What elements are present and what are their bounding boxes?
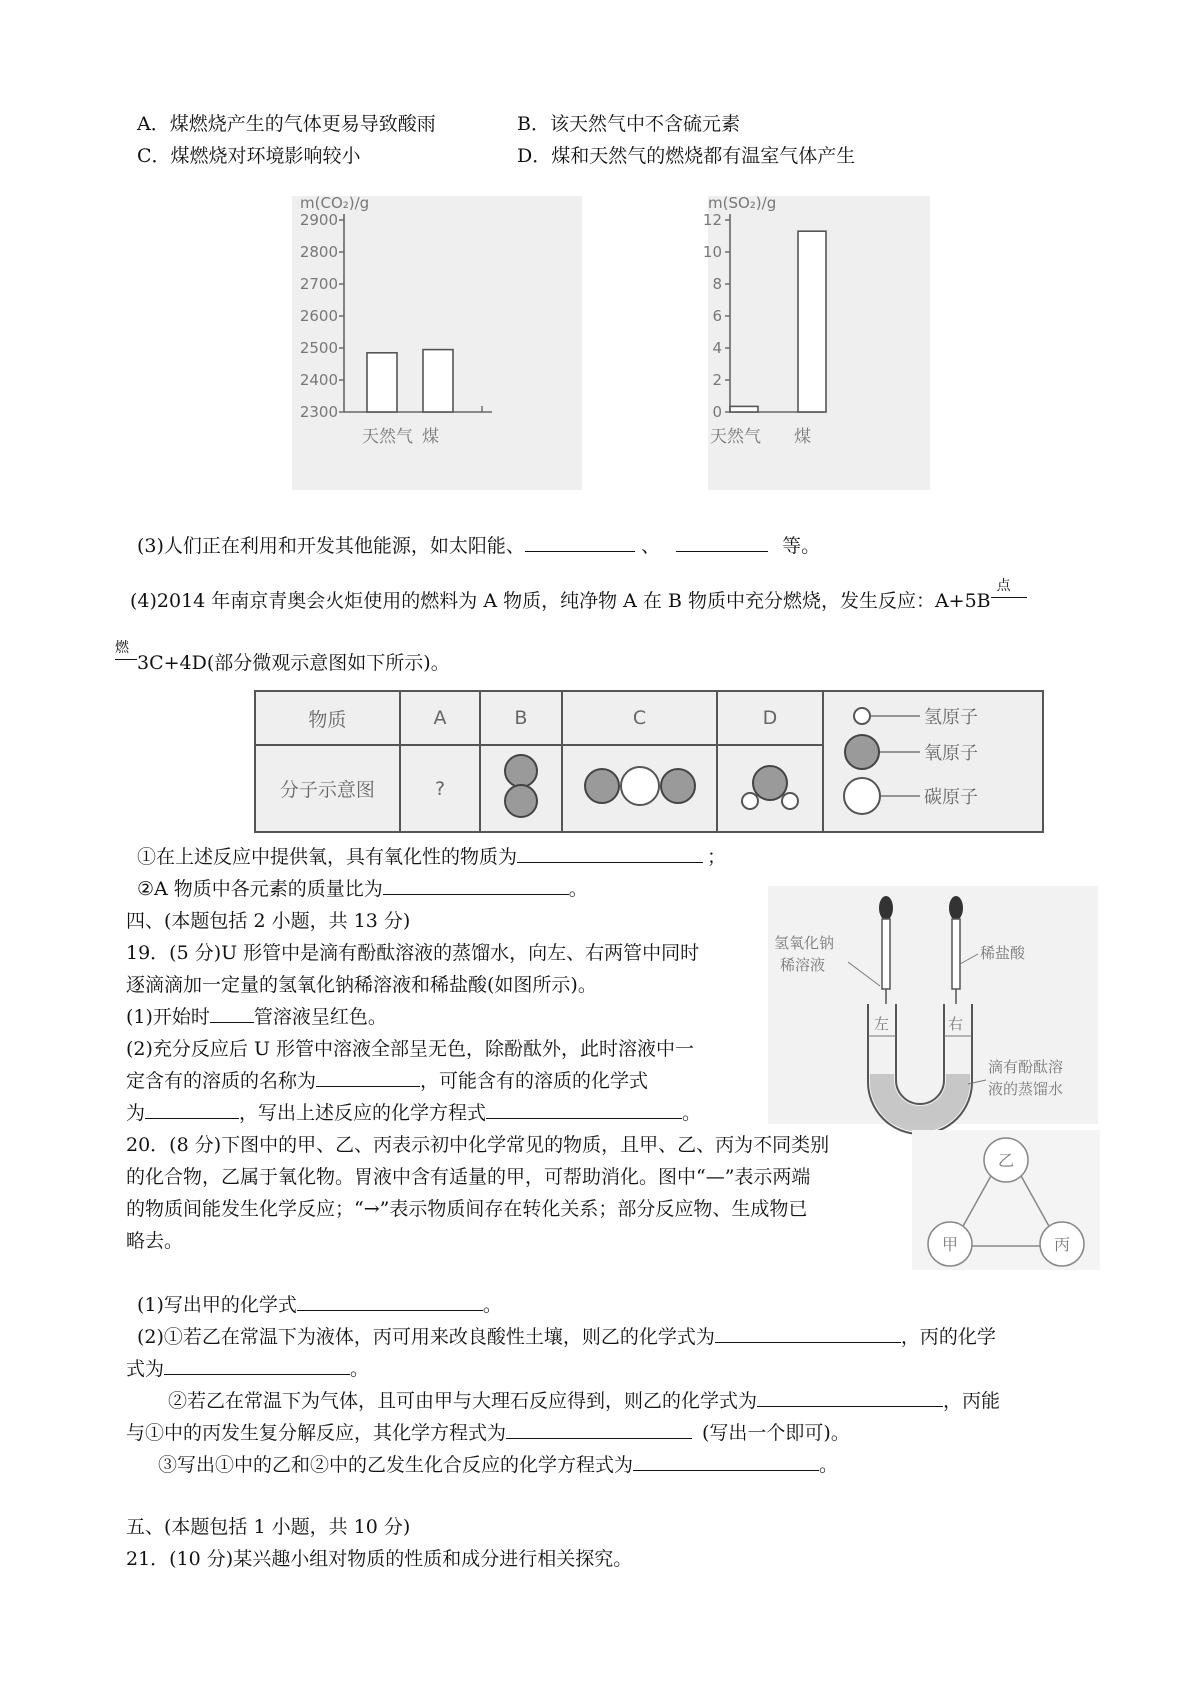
q4-sub-1-prefix: ①在上述反应中提供氧，具有氧化性的物质为 — [137, 846, 518, 868]
chart-tick-label: 2700 — [299, 275, 338, 293]
q19-line-2: 逐滴滴加一定量的氢氧化钠稀溶液和稀盐酸(如图所示)。 — [126, 974, 597, 996]
triangle-figure — [912, 1130, 1100, 1270]
option-d: D．煤和天然气的燃烧都有温室气体产生 — [517, 145, 856, 167]
chart-bar — [730, 406, 758, 412]
table-col-b: B — [480, 691, 562, 745]
molecule-d-svg — [735, 751, 805, 821]
oxygen-atom-icon — [845, 735, 879, 769]
q19-line-1: 19．(5 分)U 形管中是滴有酚酞溶液的蒸馏水，向左、右两管中同时 — [126, 942, 700, 964]
chart-ylabel: m(CO₂)/g — [300, 194, 370, 212]
q4-condition-bottom — [115, 640, 137, 669]
q20-part-3 — [168, 1386, 1000, 1413]
q4-sub-2-blank[interactable] — [383, 878, 569, 895]
q3-line — [137, 531, 820, 558]
q19-blank-1[interactable] — [210, 1006, 254, 1023]
q4-sub-1-suffix: ； — [707, 846, 727, 868]
chart-category-label: 天然气 — [710, 427, 761, 447]
atom-legend-svg — [824, 692, 1048, 828]
molecule-d — [717, 745, 822, 832]
q20-p3b-prefix: 与①中的丙发生复分解反应，其化学方程式为 — [126, 1422, 507, 1444]
q20-blank-6[interactable] — [633, 1454, 819, 1471]
legend-oxygen: 氧原子 — [923, 743, 978, 764]
carbon-atom-icon — [844, 778, 880, 814]
q19-blank-2[interactable] — [316, 1070, 420, 1087]
section-4-title: 四、(本题包括 2 小题，共 13 分) — [126, 910, 411, 932]
q20-p4-prefix: ③写出①中的乙和②中的乙发生化合反应的化学方程式为 — [158, 1454, 634, 1476]
chart-tick-label: 4 — [712, 339, 722, 357]
q3-blank-1[interactable] — [525, 535, 635, 552]
node-bing-label: 丙 — [1053, 1235, 1071, 1254]
q20-line-1: 20．(8 分)下图中的甲、乙、丙表示初中化学常见的物质，且甲、乙、丙为不同类别 — [126, 1134, 830, 1156]
q20-part-4 — [158, 1450, 838, 1477]
chart-tick-label: 6 — [712, 307, 722, 325]
q3-prefix: (3)人们正在利用和开发其他能源，如太阳能、 — [137, 535, 525, 557]
q19-l3-prefix: (1)开始时 — [126, 1006, 210, 1028]
molecule-c-svg — [570, 756, 710, 816]
q3-sep: 、 — [640, 535, 660, 557]
q20-line-2: 的化合物，乙属于氧化物。胃液中含有适量的甲，可帮助消化。图中“—”表示两端 — [126, 1166, 811, 1188]
label-water-1: 滴有酚酞溶 — [988, 1058, 1064, 1076]
q19-blank-4[interactable] — [486, 1102, 682, 1119]
u-tube-figure — [768, 886, 1098, 1124]
q20-p2-prefix: (2)①若乙在常温下为液体，丙可用来改良酸性土壤，则乙的化学式为 — [137, 1326, 715, 1348]
q19-line-6 — [126, 1098, 701, 1125]
q4-text-2: 3C+4D(部分微观示意图如下所示)。 — [137, 652, 450, 674]
option-c: C．煤燃烧对环境影响较小 — [137, 145, 361, 167]
q19-line-4: (2)充分反应后 U 形管中溶液全部呈无色，除酚酞外，此时溶液中一 — [126, 1038, 695, 1060]
q20-blank-3[interactable] — [164, 1358, 350, 1375]
q4-line-1 — [130, 578, 1027, 613]
q4-cond-bottom-text: 燃 — [115, 640, 129, 656]
q20-p2b-suffix: 。 — [350, 1358, 370, 1380]
label-left: 左 — [874, 1015, 890, 1033]
q20-p2b-prefix: 式为 — [126, 1358, 165, 1380]
chart-tick-label: 2400 — [299, 371, 338, 389]
label-naoh-1: 氢氧化钠 — [774, 934, 835, 952]
q3-blank-2[interactable] — [676, 535, 768, 552]
table-col-d: D — [717, 691, 822, 745]
u-tube-svg — [768, 886, 1098, 1124]
label-right: 右 — [948, 1015, 964, 1033]
chart-tick-label: 12 — [702, 211, 722, 229]
q19-l5-suffix: ，可能含有的溶质的化学式 — [420, 1070, 649, 1092]
q4-sub-2-suffix: 。 — [568, 878, 588, 900]
chart-tick-label: 2300 — [299, 403, 338, 421]
left-dropper-icon — [882, 919, 890, 989]
section-5-title: 五、(本题包括 1 小题，共 10 分) — [126, 1516, 411, 1538]
q20-part-2b — [126, 1354, 369, 1381]
table-row1-label: 物质 — [255, 691, 400, 745]
so2-chart — [702, 194, 930, 490]
co2-chart-svg — [292, 196, 582, 490]
q4-condition-top — [991, 578, 1027, 607]
node-jia-label: 甲 — [941, 1235, 959, 1254]
q3-suffix: 等。 — [782, 535, 821, 557]
q20-p3-prefix: ②若乙在常温下为气体，且可由甲与大理石反应得到，则乙的化学式为 — [168, 1390, 758, 1412]
q21-line: 21．(10 分)某兴趣小组对物质的性质和成分进行相关探究。 — [126, 1548, 633, 1570]
chart-ylabel: m(SO₂)/g — [708, 194, 777, 212]
option-a: A．煤燃烧产生的气体更易导致酸雨 — [137, 113, 436, 135]
q20-line-3: 的物质间能发生化学反应；“→”表示物质间存在转化关系；部分反应物、生成物已 — [126, 1198, 808, 1220]
chart-tick-label: 2500 — [299, 339, 338, 357]
chart-category-label: 煤 — [422, 427, 439, 447]
chart-category-label: 煤 — [794, 427, 811, 447]
q20-part-2 — [137, 1322, 996, 1349]
chart-category-label: 天然气 — [362, 427, 413, 447]
chart-bar — [367, 353, 397, 412]
hydrogen-atom-icon — [854, 708, 870, 724]
q4-cond-line — [991, 597, 1027, 598]
chart-tick-label: 0 — [712, 403, 722, 421]
q19-l3-suffix: 管溶液呈红色。 — [253, 1006, 387, 1028]
chart-tick-label: 2600 — [299, 307, 338, 325]
q19-l6-suffix: 。 — [682, 1102, 702, 1124]
q20-p3b-suffix: (写出一个即可)。 — [702, 1422, 850, 1444]
q4-cond-line-2 — [115, 659, 137, 660]
q20-p4-suffix: 。 — [819, 1454, 839, 1476]
q20-part-1 — [137, 1290, 502, 1317]
q19-l6-mid: ，写出上述反应的化学方程式 — [239, 1102, 487, 1124]
q20-p1-prefix: (1)写出甲的化学式 — [137, 1294, 297, 1316]
q20-blank-2[interactable] — [715, 1326, 901, 1343]
label-hcl: 稀盐酸 — [980, 944, 1026, 962]
q4-sub-2 — [137, 874, 588, 901]
label-water-2: 液的蒸馏水 — [988, 1080, 1064, 1098]
triangle-svg — [912, 1130, 1100, 1270]
legend-hydrogen: 氢原子 — [923, 707, 978, 728]
q20-p2-suffix: ，丙的化学 — [900, 1326, 996, 1348]
so2-chart-svg — [702, 194, 930, 490]
molecule-b — [480, 745, 562, 832]
q4-text-1: (4)2014 年南京青奥会火炬使用的燃料为 A 物质，纯净物 A 在 B 物质中充分燃烧，发生反应：A+5B — [130, 590, 991, 612]
substance-table — [254, 690, 1044, 833]
q19-line-3 — [126, 1002, 387, 1029]
table-row2-label: 分子示意图 — [255, 745, 400, 832]
q19-l5-prefix: 定含有的溶质的名称为 — [126, 1070, 317, 1092]
chart-tick-label: 2 — [712, 371, 722, 389]
right-dropper-bulb-icon — [949, 896, 963, 920]
option-b: B．该天然气中不含硫元素 — [517, 113, 740, 135]
table-col-a: A — [400, 691, 480, 745]
chart-tick-label: 2900 — [299, 211, 338, 229]
q20-part-3b — [126, 1418, 850, 1445]
molecule-b-svg — [491, 746, 551, 826]
chart-bar — [423, 350, 453, 412]
q19-line-5 — [126, 1066, 648, 1093]
q19-blank-3[interactable] — [145, 1102, 239, 1119]
q4-sub-1 — [137, 842, 726, 869]
left-dropper-bulb-icon — [879, 896, 893, 920]
q20-p1-suffix: 。 — [482, 1294, 502, 1316]
u-tube-inner-icon — [896, 1004, 944, 1104]
legend-carbon: 碳原子 — [923, 787, 978, 808]
q20-blank-5[interactable] — [506, 1422, 692, 1439]
q4-cond-top-text: 点 — [996, 578, 1011, 594]
q20-line-4: 略去。 — [126, 1230, 184, 1252]
q19-l6-prefix: 为 — [126, 1102, 146, 1124]
chart-tick-label: 10 — [702, 243, 722, 261]
chart-bar — [798, 231, 826, 412]
q20-blank-1[interactable] — [297, 1294, 483, 1311]
table-col-c: C — [562, 691, 718, 745]
label-naoh-2: 稀溶液 — [780, 956, 826, 974]
chart-tick-label: 2800 — [299, 243, 338, 261]
co2-chart — [292, 196, 582, 490]
q4-sub-1-blank[interactable] — [517, 846, 703, 863]
q20-p3-suffix: ，丙能 — [943, 1390, 1001, 1412]
q4-sub-2-prefix: ②A 物质中各元素的质量比为 — [137, 878, 383, 900]
atom-legend — [823, 691, 1044, 832]
chart-tick-label: 8 — [712, 275, 722, 293]
molecule-a: ? — [400, 745, 480, 832]
q20-blank-4[interactable] — [757, 1390, 943, 1407]
molecule-c — [562, 745, 718, 832]
right-dropper-icon — [952, 919, 960, 989]
q4-line-2 — [115, 640, 450, 675]
node-yi-label: 乙 — [997, 1151, 1015, 1170]
